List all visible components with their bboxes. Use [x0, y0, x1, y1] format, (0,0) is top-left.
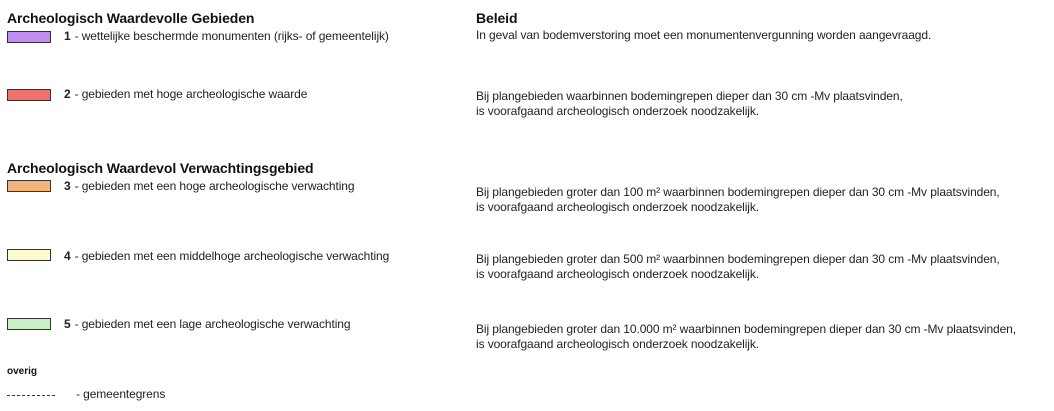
section-title-verwachtingsgebied: Archeologisch Waardevol Verwachtingsgebied — [7, 160, 314, 176]
policy-text-5 — [476, 322, 1016, 352]
legend-item-4 — [64, 249, 389, 263]
legend-item-number: 5 — [64, 317, 71, 331]
legend-item-label: - gebieden met een hoge archeologische verwachting — [74, 179, 355, 193]
policy-text-4 — [476, 252, 1000, 282]
policy-line: is voorafgaand archeologisch onderzoek noodzakelijk. — [476, 337, 759, 351]
policy-line: Bij plangebieden groter dan 10.000 m² waarbinnen bodemingrepen dieper dan 30 cm -Mv plaatsvinden, — [476, 322, 1016, 336]
policy-title: Beleid — [476, 10, 518, 26]
policy-line: In geval van bodemverstoring moet een monumentenvergunning worden aangevraagd. — [476, 28, 932, 42]
policy-line: Bij plangebieden groter dan 100 m² waarbinnen bodemingrepen dieper dan 30 cm -Mv plaatsvinden, — [476, 185, 1000, 199]
legend-swatch-red — [7, 89, 51, 101]
legend-item-number: 3 — [64, 179, 71, 193]
legend-item-5 — [64, 317, 350, 331]
legend-item-1 — [64, 29, 389, 43]
policy-text-3 — [476, 185, 1000, 215]
legend-swatch-orange — [7, 180, 51, 192]
legend-item-label: - gebieden met een lage archeologische verwachting — [74, 317, 351, 331]
other-section-title: overig — [7, 366, 38, 377]
legend-swatch-green — [7, 318, 51, 330]
section-title-waardevolle-gebieden: Archeologisch Waardevolle Gebieden — [7, 10, 255, 26]
legend-item-label: - gebieden met hoge archeologische waarde — [74, 87, 308, 101]
legend-item-2 — [64, 87, 307, 101]
legend-item-3 — [64, 179, 354, 193]
legend-swatch-yellow — [7, 249, 51, 261]
policy-text-1 — [476, 28, 931, 43]
municipal-boundary-label: - gemeentegrens — [76, 387, 166, 401]
legend-swatch-purple — [7, 31, 51, 43]
legend-item-number: 4 — [64, 249, 71, 263]
legend-item-label: - wettelijke beschermde monumenten (rijks- of gemeentelijk) — [74, 29, 389, 43]
policy-line: is voorafgaand archeologisch onderzoek noodzakelijk. — [476, 267, 759, 281]
policy-line: Bij plangebieden groter dan 500 m² waarbinnen bodemingrepen dieper dan 30 cm -Mv plaatsvinden, — [476, 252, 1000, 266]
policy-line: is voorafgaand archeologisch onderzoek noodzakelijk. — [476, 200, 759, 214]
policy-line: is voorafgaand archeologisch onderzoek noodzakelijk. — [476, 104, 759, 118]
legend-item-label: - gebieden met een middelhoge archeologische verwachting — [74, 249, 390, 263]
policy-text-2 — [476, 89, 903, 119]
policy-line: Bij plangebieden waarbinnen bodemingrepen dieper dan 30 cm -Mv plaatsvinden, — [476, 89, 903, 103]
legend-item-number: 2 — [64, 87, 71, 101]
municipal-boundary-line-symbol — [7, 395, 55, 396]
legend-item-number: 1 — [64, 29, 71, 43]
